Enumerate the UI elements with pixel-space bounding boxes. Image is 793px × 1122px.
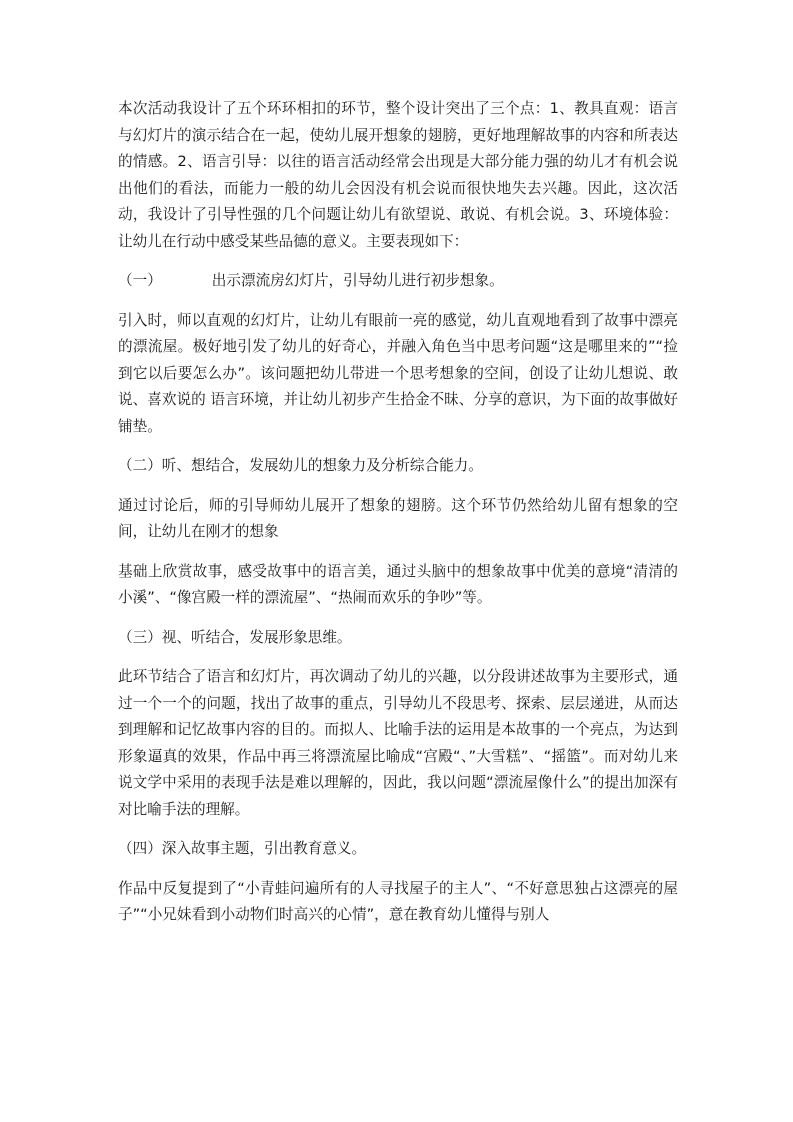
- section-heading-1-text: 出示漂流房幻灯片，引导幼儿进行初步想象。: [211, 272, 504, 289]
- section-heading-2: （二）听、想结合，发展幼儿的想象力及分析综合能力。: [118, 457, 483, 474]
- section-heading-1-number: （一）: [118, 272, 162, 289]
- document-body: [118, 96, 678, 942]
- section-heading-1: [118, 268, 678, 295]
- section-4-paragraph: 作品中反复提到了“小青蛙问遍所有的人寻找屋子的主人”、“不好意思独占这漂亮的屋子”“小兄妹看到小动物们时高兴的心情”，意在教育幼儿懂得与别人: [118, 879, 678, 923]
- section-heading-3: （三）视、听结合，发展形象思维。: [118, 628, 352, 646]
- section-2-paragraph-b: 基础上欣赏故事，感受故事中的语言美，通过头脑中的想象故事中优美的意境“清清的小溪”、“像宫殿一样的漂流屋”、“热闹而欢乐的争吵”等。: [118, 562, 678, 606]
- section-2-paragraph-a: 通过讨论后，师的引导师幼儿展开了想象的翅膀。这个环节仍然给幼儿留有想象的空间，让幼儿在刚才的想象: [118, 496, 678, 540]
- section-3-paragraph: 此环节结合了语言和幻灯片，再次调动了幼儿的兴趣，以分段讲述故事为主要形式，通过一个一个的问题，找出了故事的重点，引导幼儿不段思考、探索、层层递进，从而达到理解和记忆故事内容的目的。而拟人、比喻手法的运用是本故事的一个亮点，为达到形象逼真的效果，作品中再三将漂流屋比喻成“宫殿“、”大雪糕”、“摇篮”。而对幼儿来说文学中采用的表现手法是难以理解的，因此，我以问题“漂流屋像什么”的提出加深有对比喻手法的理解。: [118, 668, 678, 818]
- intro-paragraph: 本次活动我设计了五个环环相扣的环节，整个设计突出了三个点：1、教具直观：语言与幻灯片的演示结合在一起，使幼儿展开想象的翅膀，更好地理解故事的内容和所表达的情感。2、语言引导：以往的语言活动经常会出现是大部分能力强的幼儿才有机会说出他们的看法，而能力一般的幼儿会因没有机会说而很快地失去兴趣。因此，这次活动，我设计了引导性强的几个问题让幼儿有欲望说、敢说、有机会说。3、环境体验：让幼儿在行动中感受某些品德的意义。主要表现如下：: [118, 100, 678, 250]
- section-heading-4: （四）深入故事主题，引出教育意义。: [118, 840, 367, 857]
- section-1-paragraph: 引入时，师以直观的幻灯片，让幼儿有眼前一亮的感觉，幼儿直观地看到了故事中漂亮的漂流屋。极好地引发了幼儿的好奇心，并融入角色当中思考问题“这是哪里来的”“捡到它以后要怎么办”。该问题把幼儿带进一个思考想象的空间，创设了让幼儿想说、敢说、喜欢说的 语言环境，并让幼儿初步产生拾金不昧、分享的意识，为下面的故事做好铺垫。: [118, 311, 678, 435]
